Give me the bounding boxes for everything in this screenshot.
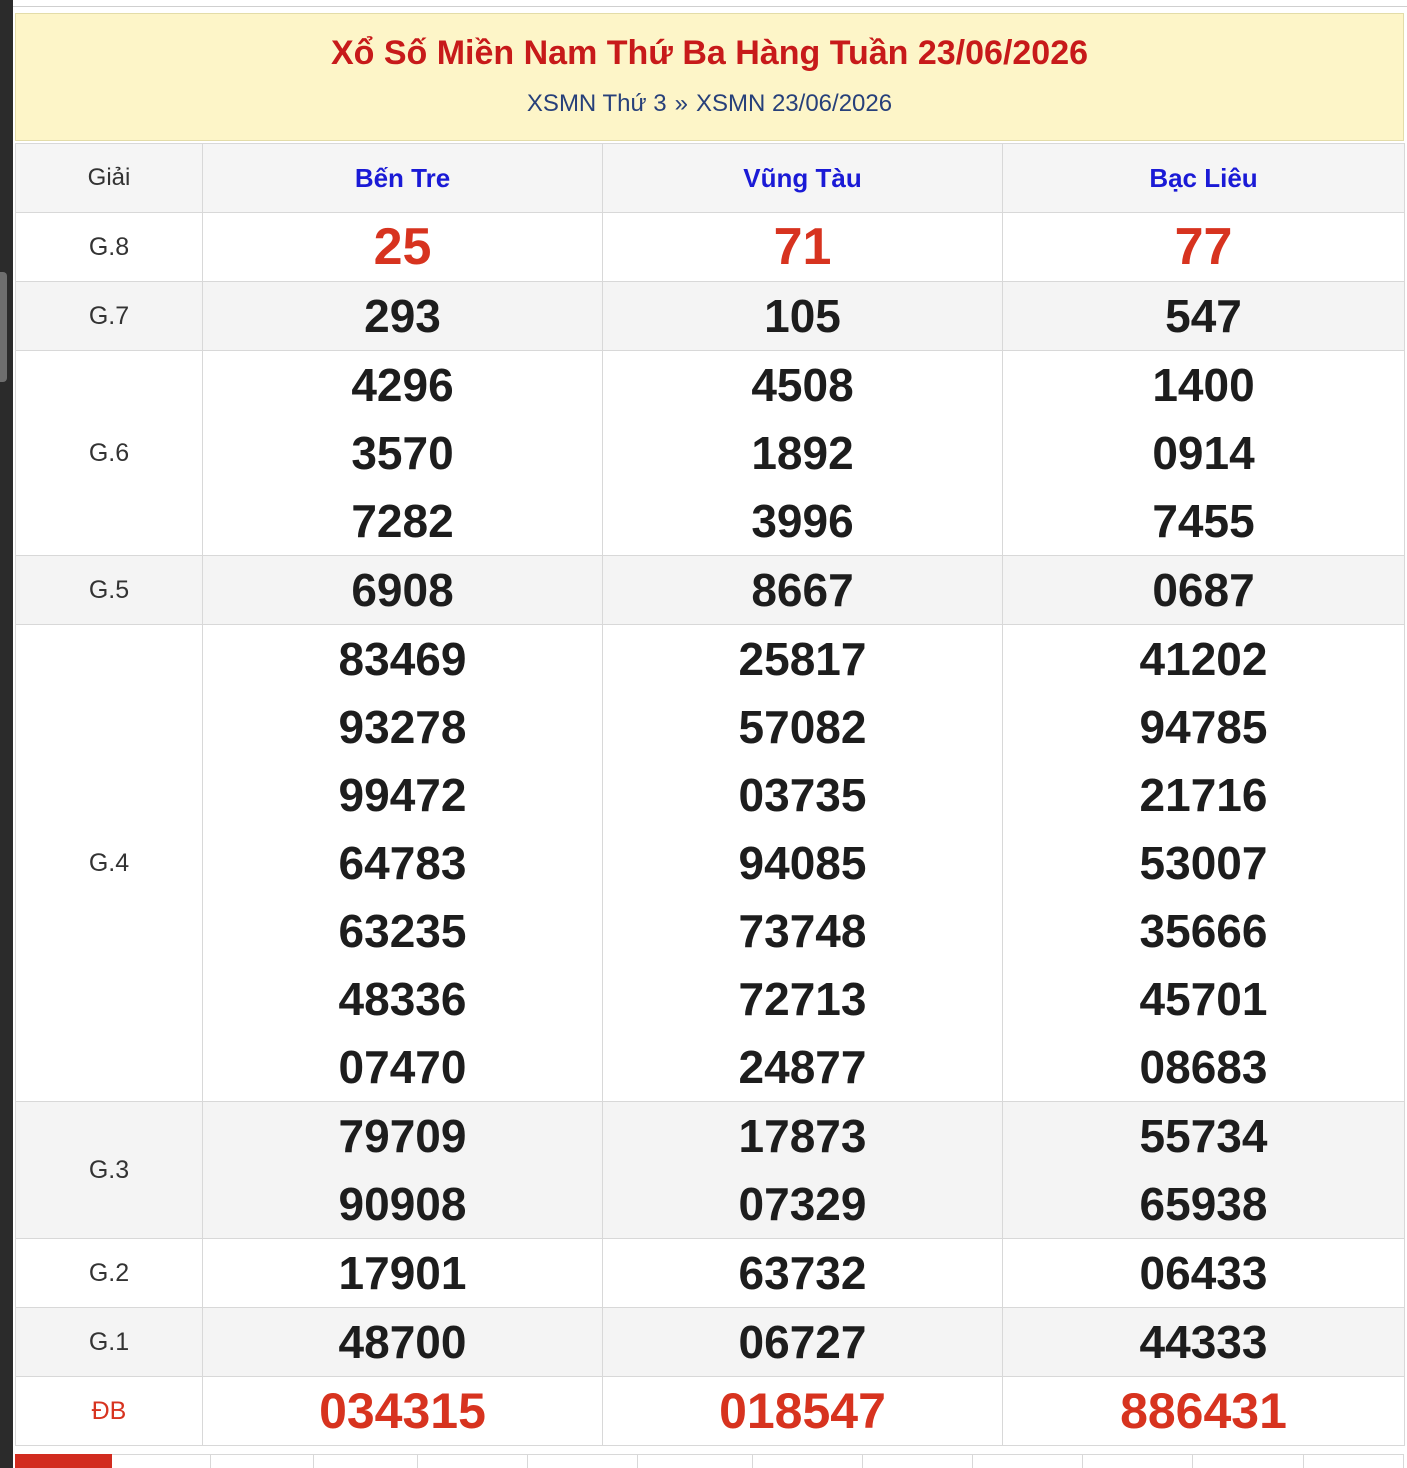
window-edge: [0, 0, 13, 1468]
footer-tab[interactable]: [1083, 1454, 1193, 1468]
winning-number: 08683: [1139, 1041, 1268, 1093]
table-row: [16, 1102, 1405, 1239]
result-cell: [603, 282, 1003, 351]
footer-tab[interactable]: [112, 1454, 211, 1468]
winning-number: 886431: [1120, 1383, 1287, 1439]
result-cell: [1003, 556, 1405, 625]
footer-tab[interactable]: [863, 1454, 973, 1468]
winning-number: 94085: [738, 837, 867, 889]
winning-number: 03735: [738, 769, 867, 821]
result-cell: [1003, 1102, 1405, 1239]
prize-label: G.5: [16, 556, 203, 625]
winning-number: 93278: [338, 701, 467, 753]
results-table: [15, 143, 1405, 1446]
winning-number: 65938: [1139, 1178, 1268, 1230]
winning-number: 0687: [1152, 564, 1255, 616]
footer-tab[interactable]: [1193, 1454, 1304, 1468]
winning-number: 21716: [1139, 769, 1268, 821]
result-cell: [603, 351, 1003, 556]
result-cell: [1003, 282, 1405, 351]
province-header-bac-lieu[interactable]: Bạc Liêu: [1003, 144, 1405, 213]
winning-number: 17873: [738, 1110, 867, 1162]
winning-number: 77: [1174, 218, 1233, 276]
prize-label: G.8: [16, 213, 203, 282]
prize-label: G.2: [16, 1239, 203, 1308]
winning-number: 55734: [1139, 1110, 1268, 1162]
winning-number: 44333: [1139, 1316, 1268, 1368]
winning-number: 0914: [1152, 427, 1255, 479]
winning-number: 24877: [738, 1041, 867, 1093]
result-cell: [203, 1377, 603, 1446]
result-cell: [603, 1239, 1003, 1308]
footer-tab[interactable]: [1304, 1454, 1404, 1468]
winning-number: 73748: [738, 905, 867, 957]
winning-number: 06433: [1139, 1247, 1268, 1299]
breadcrumb-separator: »: [674, 90, 688, 117]
result-cell: [203, 556, 603, 625]
winning-number: 53007: [1139, 837, 1268, 889]
result-cell: [203, 213, 603, 282]
prize-label: G.1: [16, 1308, 203, 1377]
resize-handle[interactable]: [0, 272, 7, 382]
result-cell: [1003, 351, 1405, 556]
results-header: [15, 13, 1404, 141]
prize-label: G.6: [16, 351, 203, 556]
winning-number: 034315: [319, 1383, 486, 1439]
result-cell: [603, 1308, 1003, 1377]
table-row: [16, 1239, 1405, 1308]
result-cell: [603, 1102, 1003, 1239]
winning-number: 64783: [338, 837, 467, 889]
footer-tab[interactable]: [528, 1454, 638, 1468]
winning-number: 4508: [751, 359, 854, 411]
footer-tab[interactable]: [211, 1454, 314, 1468]
winning-number: 7455: [1152, 495, 1255, 547]
winning-number: 57082: [738, 701, 867, 753]
winning-number: 35666: [1139, 905, 1268, 957]
prize-column-header: Giải: [16, 144, 203, 213]
results-panel: [13, 0, 1407, 1468]
winning-number: 79709: [338, 1110, 467, 1162]
winning-number: 48700: [338, 1316, 467, 1368]
winning-number: 3570: [351, 427, 454, 479]
winning-number: 17901: [338, 1247, 467, 1299]
winning-number: 3996: [751, 495, 854, 547]
table-row: [16, 625, 1405, 1102]
prize-label: G.7: [16, 282, 203, 351]
table-row: [16, 282, 1405, 351]
table-row: [16, 351, 1405, 556]
province-header-ben-tre[interactable]: Bến Tre: [203, 144, 603, 213]
winning-number: 25: [373, 218, 432, 276]
result-cell: [603, 556, 1003, 625]
result-cell: [1003, 625, 1405, 1102]
table-row: [16, 1377, 1405, 1446]
winning-number: 6908: [351, 564, 454, 616]
result-cell: [1003, 1239, 1405, 1308]
page-title: Xổ Số Miền Nam Thứ Ba Hàng Tuần 23/06/2026: [330, 34, 1089, 72]
footer-tab[interactable]: [753, 1454, 863, 1468]
winning-number: 41202: [1139, 633, 1268, 685]
winning-number: 25817: [738, 633, 867, 685]
result-cell: [203, 1239, 603, 1308]
table-row: [16, 1308, 1405, 1377]
result-cell: [1003, 1308, 1405, 1377]
winning-number: 72713: [738, 973, 867, 1025]
result-cell: [1003, 213, 1405, 282]
winning-number: 63732: [738, 1247, 867, 1299]
winning-number: 4296: [351, 359, 454, 411]
result-cell: [603, 1377, 1003, 1446]
table-row: [16, 213, 1405, 282]
result-cell: [203, 1102, 603, 1239]
winning-number: 105: [764, 290, 841, 342]
winning-number: 94785: [1139, 701, 1268, 753]
winning-number: 83469: [338, 633, 467, 685]
prize-label: G.3: [16, 1102, 203, 1239]
winning-number: 1892: [751, 427, 854, 479]
winning-number: 547: [1165, 290, 1242, 342]
prize-label: G.4: [16, 625, 203, 1102]
result-cell: [1003, 1377, 1405, 1446]
footer-tabs: [15, 1454, 1404, 1468]
winning-number: 06727: [738, 1316, 867, 1368]
result-cell: [603, 625, 1003, 1102]
winning-number: 45701: [1139, 973, 1268, 1025]
divider: [13, 6, 1407, 7]
province-header-vung-tau[interactable]: Vũng Tàu: [603, 144, 1003, 213]
breadcrumb-link-weekday[interactable]: XSMN Thứ 3: [526, 90, 667, 117]
footer-tab[interactable]: [314, 1454, 418, 1468]
winning-number: 8667: [751, 564, 854, 616]
result-cell: [203, 282, 603, 351]
footer-tab[interactable]: [15, 1454, 112, 1468]
result-cell: [603, 213, 1003, 282]
winning-number: 018547: [719, 1383, 886, 1439]
winning-number: 07470: [338, 1041, 467, 1093]
table-row: [16, 556, 1405, 625]
winning-number: 293: [364, 290, 441, 342]
footer-tab[interactable]: [973, 1454, 1083, 1468]
footer-tab[interactable]: [418, 1454, 528, 1468]
winning-number: 1400: [1152, 359, 1255, 411]
winning-number: 7282: [351, 495, 454, 547]
winning-number: 63235: [338, 905, 467, 957]
winning-number: 07329: [738, 1178, 867, 1230]
table-header-row: [16, 144, 1405, 213]
breadcrumb-link-date[interactable]: XSMN 23/06/2026: [695, 90, 893, 117]
footer-tab[interactable]: [638, 1454, 753, 1468]
result-cell: [203, 1308, 603, 1377]
prize-label: ĐB: [16, 1377, 203, 1446]
result-cell: [203, 351, 603, 556]
winning-number: 48336: [338, 973, 467, 1025]
result-cell: [203, 625, 603, 1102]
winning-number: 99472: [338, 769, 467, 821]
winning-number: 71: [773, 218, 832, 276]
winning-number: 90908: [338, 1178, 467, 1230]
breadcrumb: [16, 90, 1403, 118]
